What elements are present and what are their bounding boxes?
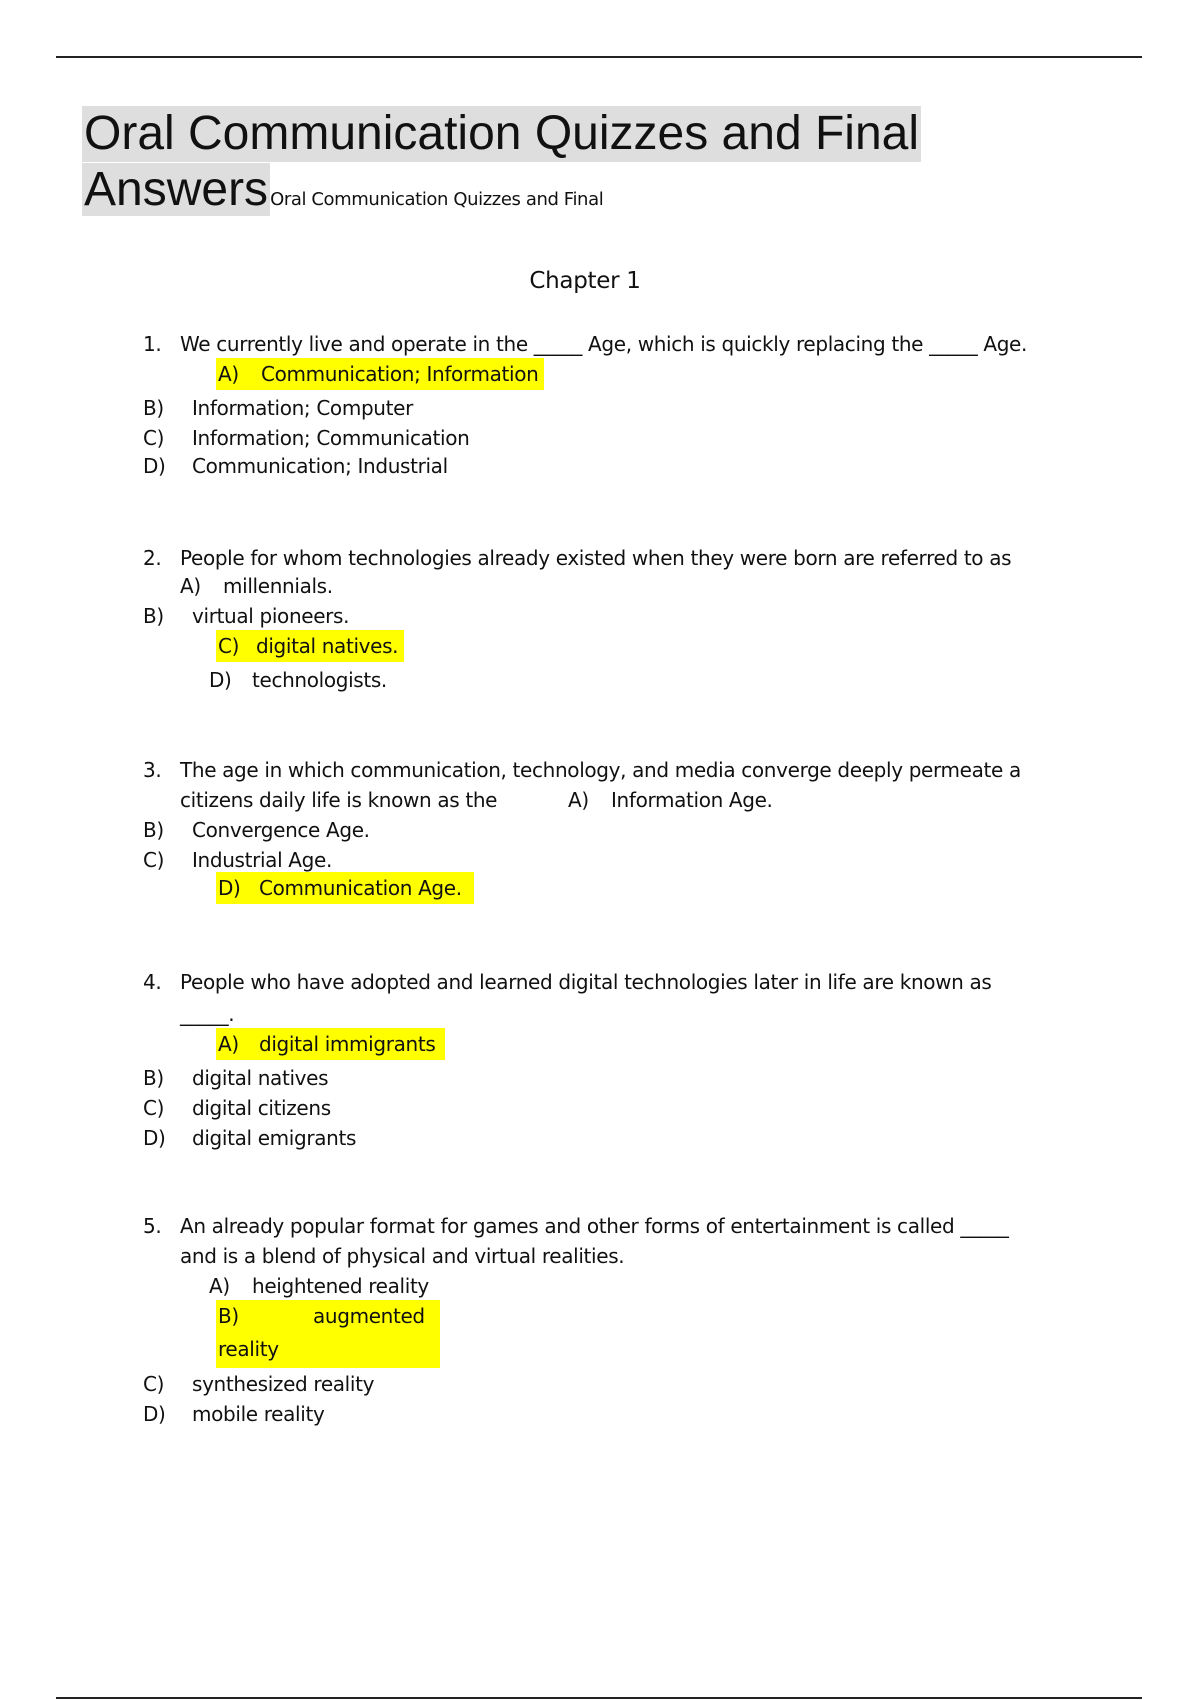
question-2 [143,544,1011,572]
option-label: C) [143,1372,165,1396]
option-text: Convergence Age. [192,818,370,842]
question-3-option-b [143,816,370,844]
question-5-option-b [216,1300,440,1368]
question-1-option-c [143,424,469,452]
question-number: 3. [143,758,162,782]
question-1-option-b [143,394,413,422]
question-4-option-b [143,1064,328,1092]
question-text: People who have adopted and learned digital technologies later in life are known as [180,970,992,994]
question-number: 4. [143,970,162,994]
option-text: virtual pioneers. [192,604,350,628]
bottom-rule [56,1697,1142,1699]
question-1 [143,330,1027,358]
question-text-line-1: The age in which communication, technology, and media converge deeply permeate a [180,758,1021,782]
question-2-option-b [143,602,349,630]
option-label: C) [143,1096,165,1120]
title-line-2-row [82,162,603,228]
option-text: synthesized reality [192,1372,375,1396]
option-label: B) [143,396,164,420]
question-5-option-a [209,1272,429,1300]
question-2-option-c [216,632,404,660]
option-text: digital citizens [192,1096,331,1120]
correct-answer-highlight [216,358,544,390]
question-text-line-2: citizens daily life is known as the [180,788,498,812]
question-5-option-d [143,1400,324,1428]
chapter-heading: Chapter 1 [529,268,641,294]
option-text: Information; Communication [192,426,470,450]
option-text: heightened reality [252,1274,429,1298]
option-text: digital immigrants [259,1032,436,1056]
option-label: B) [143,604,164,628]
option-text: Communication Age. [259,876,462,900]
option-label: C) [143,848,165,872]
option-label: A) [180,574,201,598]
correct-answer-highlight [216,630,404,662]
option-text-part-1: augmented [313,1304,425,1328]
option-text: millennials. [223,574,333,598]
question-4-option-c [143,1094,331,1122]
option-text: Communication; Industrial [192,454,448,478]
option-text: digital natives. [256,634,399,658]
option-text: digital emigrants [192,1126,357,1150]
option-label: A) [209,1274,230,1298]
question-1-option-a [216,360,544,388]
question-text: We currently live and operate in the _____ Age, which is quickly replacing the _____ Age. [180,332,1028,356]
option-text-part-2: reality [218,1337,279,1361]
question-number: 1. [143,332,162,356]
title-line-1: Oral Communication Quizzes and Final [84,107,920,160]
option-label: D) [143,454,166,478]
document-title [82,106,921,162]
question-3 [143,756,1021,784]
question-4-option-a [216,1030,445,1058]
question-3-line-2 [180,786,773,814]
option-label: B) [218,1304,239,1328]
option-text: digital natives [192,1066,329,1090]
correct-answer-highlight [216,872,474,904]
option-label: C) [218,634,240,658]
option-b-line-1 [218,1300,440,1332]
option-text: technologists. [252,668,387,692]
question-number: 5. [143,1214,162,1238]
question-2-option-a [180,572,333,600]
title-line-2: Answers [84,163,269,216]
option-label: B) [143,1066,164,1090]
question-5 [143,1212,1009,1240]
question-2-option-d [209,666,387,694]
question-text: People for whom technologies already existed when they were born are referred to as [180,546,1012,570]
option-label: B) [143,818,164,842]
question-5-option-c [143,1370,374,1398]
option-label: D) [218,876,241,900]
top-rule [56,56,1142,58]
option-label: D) [143,1402,166,1426]
subtitle: Oral Communication Quizzes and Final [270,189,604,210]
correct-answer-highlight [216,1028,445,1060]
option-label: C) [143,426,165,450]
option-label: A) [218,362,239,386]
option-label: A) [568,788,589,812]
option-text: Communication; Information [261,362,539,386]
option-label: A) [218,1032,239,1056]
question-3-option-d [216,874,474,902]
question-number: 2. [143,546,162,570]
question-5-line-2: and is a blend of physical and virtual realities. [180,1244,625,1268]
question-text-line-1: An already popular format for games and other forms of entertainment is called _____ [180,1214,1009,1238]
option-label: D) [143,1126,166,1150]
option-text: Industrial Age. [192,848,332,872]
option-text: mobile reality [192,1402,325,1426]
option-text: Information Age. [611,788,773,812]
option-label: D) [209,668,232,692]
question-4-option-d [143,1124,356,1152]
question-4-blank: _____. [180,1002,235,1026]
option-text: Information; Computer [192,396,413,420]
question-4 [143,968,991,996]
question-3-option-c [143,846,332,874]
question-1-option-d [143,452,448,480]
